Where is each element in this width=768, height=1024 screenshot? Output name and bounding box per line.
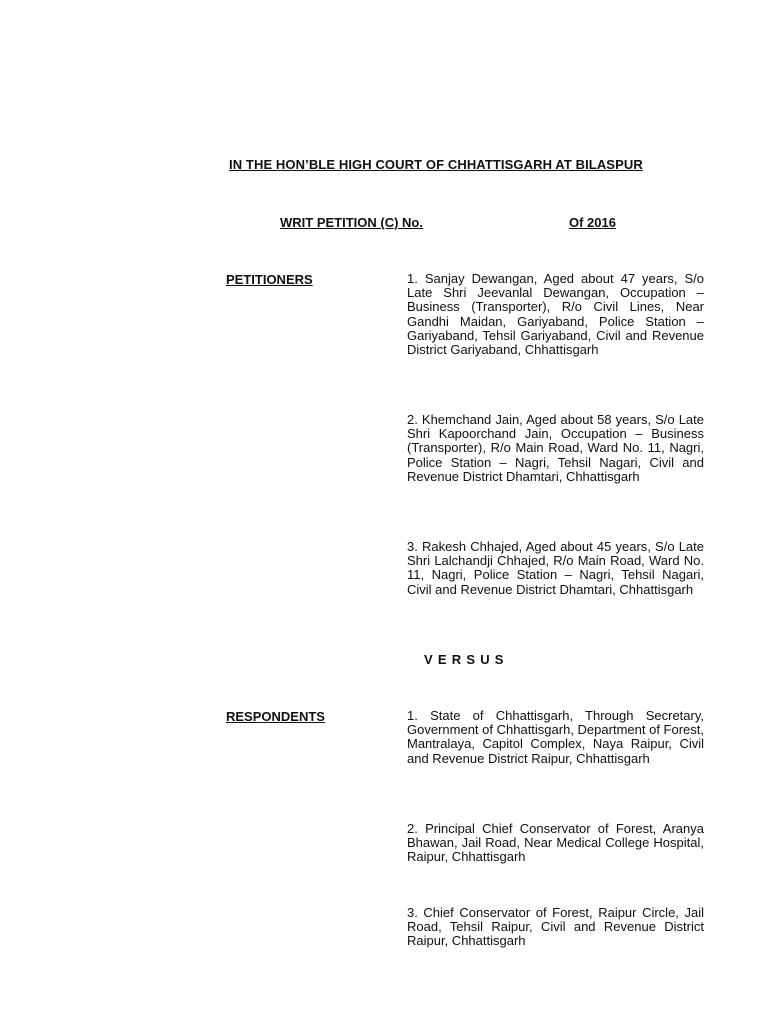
petition-number-blank: [423, 215, 569, 230]
respondents-heading: RESPONDENTS: [226, 709, 325, 724]
petitioner-3: 3. Rakesh Chhajed, Aged about 45 years, S/o Late Shri Lalchandji Chhajed, R/o Main Road, Ward No. 11, Nagri, Police Station – Nagri, Tehsil Nagari, Civil and Revenue District Dhamtari, Chhattisgarh: [407, 539, 704, 597]
respondent-3: 3. Chief Conservator of Forest, Raipur Circle, Jail Road, Tehsil Raipur, Civil and Revenue District Raipur, Chhattisgarh: [407, 905, 704, 949]
petitioner-1: 1. Sanjay Dewangan, Aged about 47 years, S/o Late Shri Jeevanlal Dewangan, Occupation – Business (Transporter), R/o Civil Lines, Near Gandhi Maidan, Gariyaband, Police Station – Gariyaband, Tehsil Gariyaband, Civil and Revenue District Gariyaband, Chhattisgarh: [407, 271, 704, 358]
respondent-2: 2. Principal Chief Conservator of Forest, Aranya Bhawan, Jail Road, Near Medical College Hospital, Raipur, Chhattisgarh: [407, 821, 704, 865]
versus-divider: VERSUS: [424, 652, 509, 667]
petitioner-2: 2. Khemchand Jain, Aged about 58 years, S/o Late Shri Kapoorchand Jain, Occupation – Business (Transporter), R/o Main Road, Ward No. 11, Nagri, Police Station – Nagri, Tehsil Nagari, Civil and Revenue District Dhamtari, Chhattisgarh: [407, 412, 704, 484]
court-title: IN THE HON’BLE HIGH COURT OF CHHATTISGARH AT BILASPUR: [229, 157, 643, 172]
petitioners-heading: PETITIONERS: [226, 272, 313, 287]
petition-number-line: [280, 215, 616, 230]
petition-label: WRIT PETITION (C) No.: [280, 215, 423, 230]
petition-year: Of 2016: [568, 215, 616, 230]
respondent-1: 1. State of Chhattisgarh, Through Secretary, Government of Chhattisgarh, Department of Forest, Mantralaya, Capitol Complex, Naya Raipur, Civil and Revenue District Raipur, Chhattisgarh: [407, 708, 704, 766]
